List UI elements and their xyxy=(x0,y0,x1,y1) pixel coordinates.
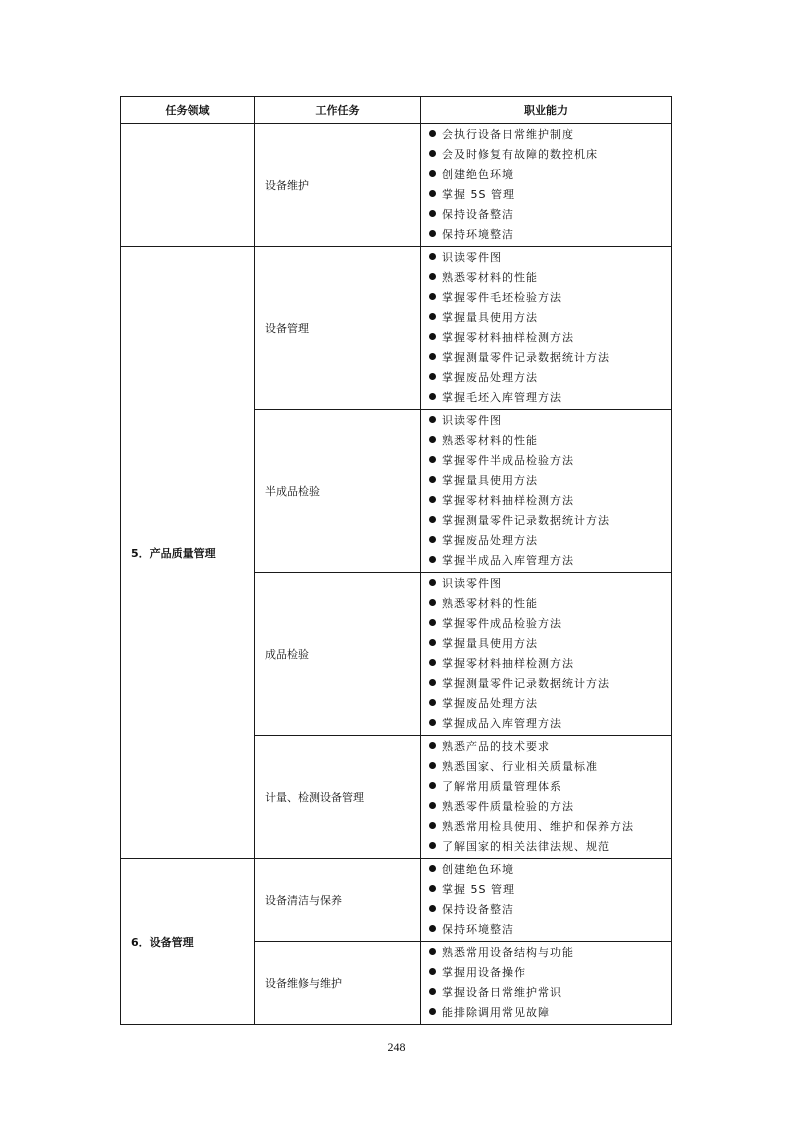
task-cell: 计量、检测设备管理 xyxy=(255,736,421,859)
list-item xyxy=(429,268,671,288)
bullet-icon xyxy=(429,313,436,320)
list-item xyxy=(429,205,671,225)
list-item xyxy=(429,880,671,900)
list-item xyxy=(429,757,671,777)
list-item xyxy=(429,654,671,674)
bullet-icon xyxy=(429,599,436,606)
list-item xyxy=(429,594,671,614)
list-item xyxy=(429,920,671,940)
ability-text: 保持环境整洁 xyxy=(442,228,514,241)
ability-text: 了解国家的相关法律法规、规范 xyxy=(442,840,610,853)
ability-text: 创建绝色环境 xyxy=(442,863,514,876)
bullet-icon xyxy=(429,373,436,380)
list-item xyxy=(429,860,671,880)
bullet-icon xyxy=(429,905,436,912)
bullet-icon xyxy=(429,416,436,423)
bullet-icon xyxy=(429,659,436,666)
list-item xyxy=(429,411,671,431)
table-row xyxy=(121,859,672,942)
ability-text: 掌握设备日常维护常识 xyxy=(442,986,562,999)
list-item xyxy=(429,328,671,348)
list-item xyxy=(429,634,671,654)
list-item xyxy=(429,674,671,694)
ability-text: 掌握量具使用方法 xyxy=(442,474,538,487)
bullet-icon xyxy=(429,948,436,955)
ability-text: 会执行设备日常维护制度 xyxy=(442,128,574,141)
ability-text: 熟悉常用设备结构与功能 xyxy=(442,946,574,959)
list-item xyxy=(429,714,671,734)
domain-cell xyxy=(121,124,255,247)
task-cell: 设备维护 xyxy=(255,124,421,247)
ability-text: 保持环境整洁 xyxy=(442,923,514,936)
list-item xyxy=(429,185,671,205)
ability-text: 识读零件图 xyxy=(442,577,502,590)
bullet-icon xyxy=(429,619,436,626)
ability-cell xyxy=(421,942,672,1025)
ability-text: 掌握 5S 管理 xyxy=(442,883,515,896)
ability-list xyxy=(429,574,671,734)
ability-text: 掌握废品处理方法 xyxy=(442,371,538,384)
ability-text: 熟悉国家、行业相关质量标准 xyxy=(442,760,598,773)
bullet-icon xyxy=(429,253,436,260)
ability-cell xyxy=(421,736,672,859)
bullet-icon xyxy=(429,190,436,197)
list-item xyxy=(429,837,671,857)
ability-text: 创建绝色环境 xyxy=(442,168,514,181)
bullet-icon xyxy=(429,968,436,975)
header-domain: 任务领域 xyxy=(121,97,255,124)
list-item xyxy=(429,963,671,983)
bullet-icon xyxy=(429,699,436,706)
ability-text: 识读零件图 xyxy=(442,414,502,427)
bullet-icon xyxy=(429,1008,436,1015)
list-item xyxy=(429,388,671,408)
task-cell: 成品检验 xyxy=(255,573,421,736)
ability-text: 熟悉零材料的性能 xyxy=(442,271,538,284)
domain-cell: 5．产品质量管理 xyxy=(121,247,255,859)
page-number: 248 xyxy=(387,1040,406,1054)
list-item xyxy=(429,225,671,245)
bullet-icon xyxy=(429,130,436,137)
ability-text: 掌握废品处理方法 xyxy=(442,534,538,547)
ability-text: 保持设备整洁 xyxy=(442,208,514,221)
ability-text: 掌握毛坯入库管理方法 xyxy=(442,391,562,404)
list-item xyxy=(429,368,671,388)
list-item xyxy=(429,471,671,491)
header-row xyxy=(121,97,672,124)
task-cell: 设备维修与维护 xyxy=(255,942,421,1025)
task-cell: 设备管理 xyxy=(255,247,421,410)
bullet-icon xyxy=(429,719,436,726)
bullet-icon xyxy=(429,393,436,400)
bullet-icon xyxy=(429,476,436,483)
bullet-icon xyxy=(429,496,436,503)
list-item xyxy=(429,348,671,368)
bullet-icon xyxy=(429,150,436,157)
list-item xyxy=(429,431,671,451)
bullet-icon xyxy=(429,333,436,340)
ability-text: 掌握零件半成品检验方法 xyxy=(442,454,574,467)
list-item xyxy=(429,451,671,471)
ability-cell xyxy=(421,247,672,410)
list-item xyxy=(429,308,671,328)
bullet-icon xyxy=(429,802,436,809)
ability-cell xyxy=(421,124,672,247)
ability-text: 掌握半成品入库管理方法 xyxy=(442,554,574,567)
ability-text: 熟悉零材料的性能 xyxy=(442,434,538,447)
ability-text: 能排除调用常见故障 xyxy=(442,1006,550,1019)
bullet-icon xyxy=(429,679,436,686)
ability-text: 识读零件图 xyxy=(442,251,502,264)
ability-list xyxy=(429,125,671,245)
bullet-icon xyxy=(429,579,436,586)
ability-text: 了解常用质量管理体系 xyxy=(442,780,562,793)
bullet-icon xyxy=(429,516,436,523)
ability-text: 掌握量具使用方法 xyxy=(442,637,538,650)
ability-text: 掌握 5S 管理 xyxy=(442,188,515,201)
bullet-icon xyxy=(429,925,436,932)
bullet-icon xyxy=(429,988,436,995)
bullet-icon xyxy=(429,230,436,237)
ability-text: 保持设备整洁 xyxy=(442,903,514,916)
competency-table xyxy=(120,96,672,1025)
ability-cell xyxy=(421,410,672,573)
ability-text: 掌握零件成品检验方法 xyxy=(442,617,562,630)
ability-text: 熟悉零材料的性能 xyxy=(442,597,538,610)
bullet-icon xyxy=(429,762,436,769)
list-item xyxy=(429,694,671,714)
ability-list xyxy=(429,248,671,408)
bullet-icon xyxy=(429,293,436,300)
bullet-icon xyxy=(429,536,436,543)
ability-list xyxy=(429,411,671,571)
ability-text: 熟悉产品的技术要求 xyxy=(442,740,550,753)
list-item xyxy=(429,165,671,185)
bullet-icon xyxy=(429,865,436,872)
ability-text: 掌握量具使用方法 xyxy=(442,311,538,324)
ability-text: 掌握零材料抽样检测方法 xyxy=(442,657,574,670)
list-item xyxy=(429,614,671,634)
bullet-icon xyxy=(429,556,436,563)
ability-text: 掌握测量零件记录数据统计方法 xyxy=(442,351,610,364)
ability-text: 掌握测量零件记录数据统计方法 xyxy=(442,677,610,690)
task-cell: 设备清洁与保养 xyxy=(255,859,421,942)
table-body xyxy=(121,124,672,1025)
list-item xyxy=(429,574,671,594)
ability-list xyxy=(429,860,671,940)
bullet-icon xyxy=(429,782,436,789)
header-task: 工作任务 xyxy=(255,97,421,124)
ability-text: 掌握零材料抽样检测方法 xyxy=(442,331,574,344)
list-item xyxy=(429,797,671,817)
list-item xyxy=(429,125,671,145)
ability-text: 掌握用设备操作 xyxy=(442,966,526,979)
list-item xyxy=(429,531,671,551)
ability-cell xyxy=(421,573,672,736)
list-item xyxy=(429,1003,671,1023)
list-item xyxy=(429,900,671,920)
list-item xyxy=(429,145,671,165)
header-ability: 职业能力 xyxy=(421,97,672,124)
bullet-icon xyxy=(429,436,436,443)
ability-list xyxy=(429,737,671,857)
bullet-icon xyxy=(429,742,436,749)
ability-text: 掌握测量零件记录数据统计方法 xyxy=(442,514,610,527)
list-item xyxy=(429,288,671,308)
ability-text: 掌握零件毛坯检验方法 xyxy=(442,291,562,304)
table-row xyxy=(121,124,672,247)
table-header xyxy=(121,97,672,124)
bullet-icon xyxy=(429,456,436,463)
list-item xyxy=(429,737,671,757)
bullet-icon xyxy=(429,273,436,280)
task-cell: 半成品检验 xyxy=(255,410,421,573)
ability-cell xyxy=(421,859,672,942)
table-row xyxy=(121,247,672,410)
list-item xyxy=(429,777,671,797)
bullet-icon xyxy=(429,842,436,849)
bullet-icon xyxy=(429,353,436,360)
bullet-icon xyxy=(429,210,436,217)
ability-text: 会及时修复有故障的数控机床 xyxy=(442,148,598,161)
list-item xyxy=(429,248,671,268)
ability-text: 掌握零材料抽样检测方法 xyxy=(442,494,574,507)
ability-text: 熟悉常用检具使用、维护和保养方法 xyxy=(442,820,634,833)
ability-list xyxy=(429,943,671,1023)
list-item xyxy=(429,943,671,963)
domain-cell: 6．设备管理 xyxy=(121,859,255,1025)
bullet-icon xyxy=(429,639,436,646)
list-item xyxy=(429,551,671,571)
ability-text: 掌握成品入库管理方法 xyxy=(442,717,562,730)
list-item xyxy=(429,817,671,837)
ability-text: 熟悉零件质量检验的方法 xyxy=(442,800,574,813)
bullet-icon xyxy=(429,170,436,177)
list-item xyxy=(429,511,671,531)
bullet-icon xyxy=(429,822,436,829)
bullet-icon xyxy=(429,885,436,892)
ability-text: 掌握废品处理方法 xyxy=(442,697,538,710)
list-item xyxy=(429,983,671,1003)
list-item xyxy=(429,491,671,511)
